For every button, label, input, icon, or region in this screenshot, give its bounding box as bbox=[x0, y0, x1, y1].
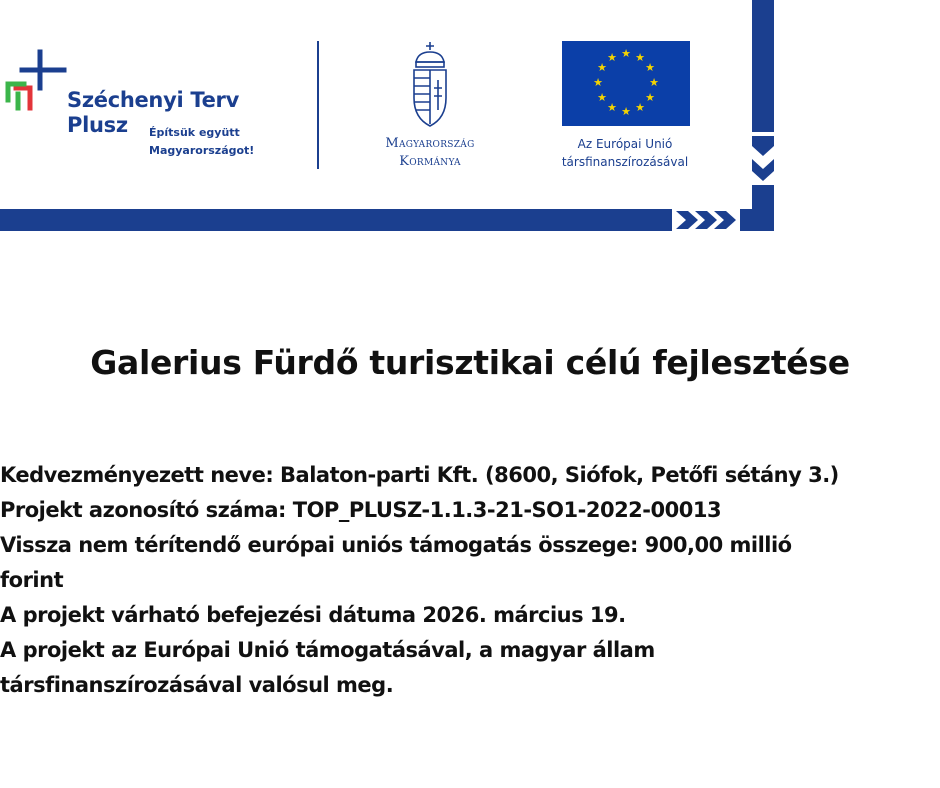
project-title: Galerius Fürdő turisztikai célú fejlesztése bbox=[90, 343, 850, 382]
svg-text:★: ★ bbox=[645, 61, 655, 74]
svg-text:★: ★ bbox=[635, 51, 645, 64]
svg-text:★: ★ bbox=[593, 76, 603, 89]
szechenyi-plusz: Plusz bbox=[67, 113, 128, 137]
szechenyi-slogan bbox=[149, 124, 254, 160]
chevron-right-icon bbox=[676, 211, 736, 229]
funding-line-2: társfinanszírozásával valósul meg. bbox=[0, 673, 394, 697]
svg-text:★: ★ bbox=[621, 47, 631, 60]
svg-text:★: ★ bbox=[645, 91, 655, 104]
eu-flag-icon bbox=[562, 41, 690, 126]
beneficiary-line: Kedvezményezett neve: Balaton-parti Kft. (8600, Siófok, Petőfi sétány 3.) bbox=[0, 463, 839, 487]
svg-text:★: ★ bbox=[607, 101, 617, 114]
eu-label-line1: Az Európai Unió bbox=[577, 137, 673, 151]
svg-text:★: ★ bbox=[597, 91, 607, 104]
svg-text:★: ★ bbox=[649, 76, 659, 89]
logo-divider bbox=[317, 41, 319, 169]
szechenyi-slogan-line2: Magyarországot! bbox=[149, 144, 255, 157]
svg-text:★: ★ bbox=[607, 51, 617, 64]
grant-line-2: forint bbox=[0, 568, 64, 592]
government-label-line2: Kormánya bbox=[399, 154, 461, 169]
svg-text:★: ★ bbox=[597, 61, 607, 74]
eu-label-line2: társfinanszírozásával bbox=[561, 155, 689, 169]
hungarian-crest-icon bbox=[408, 40, 452, 132]
eu-cofinancing-label bbox=[530, 135, 720, 171]
szechenyi-slogan-line1: Építsük együtt bbox=[149, 126, 240, 139]
project-info bbox=[0, 458, 930, 703]
grant-line-1: Vissza nem térítendő európai uniós támogatás összege: 900,00 millió bbox=[0, 533, 792, 557]
completion-line: A projekt várható befejezési dátuma 2026. március 19. bbox=[0, 603, 626, 627]
svg-text:★: ★ bbox=[635, 101, 645, 114]
government-label bbox=[340, 135, 520, 171]
svg-text:★: ★ bbox=[621, 105, 631, 118]
funding-line-1: A projekt az Európai Unió támogatásával, a magyar állam bbox=[0, 638, 655, 662]
project-id-line: Projekt azonosító száma: TOP_PLUSZ-1.1.3-21-SO1-2022-00013 bbox=[0, 498, 722, 522]
government-label-line1: Magyarország bbox=[385, 136, 475, 151]
szechenyi-title: Széchenyi Terv bbox=[67, 88, 240, 112]
